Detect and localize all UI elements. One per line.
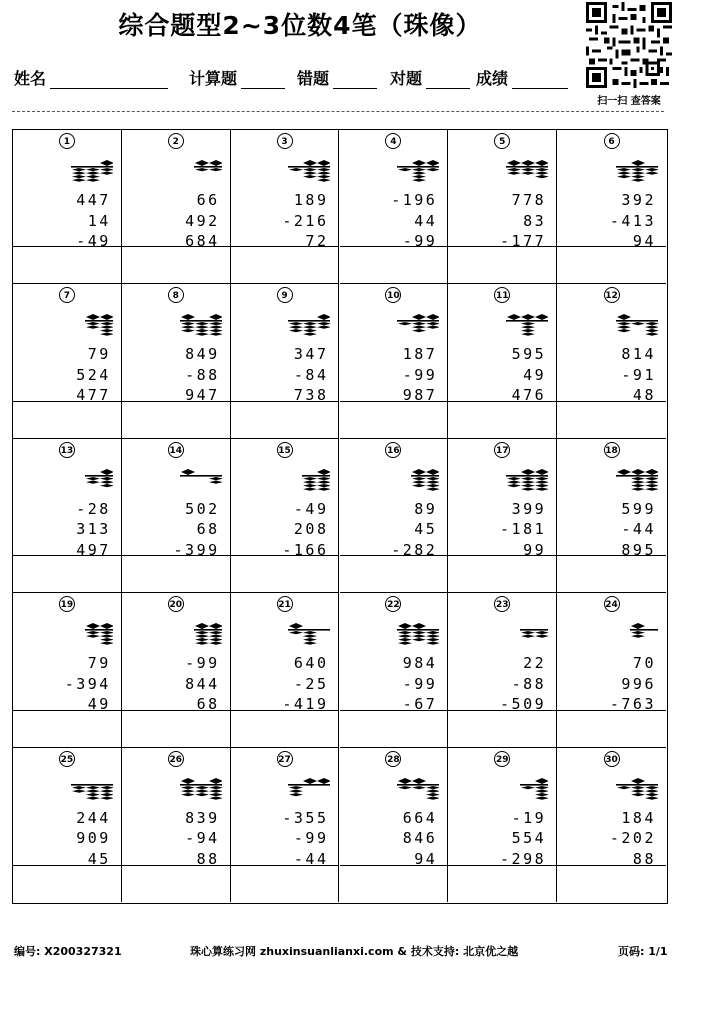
problem-number: 17 <box>494 442 510 458</box>
problem-values <box>185 653 220 715</box>
problem-cell <box>122 284 231 438</box>
answer-box[interactable] <box>231 555 339 592</box>
right-count-label: 对题 <box>390 69 423 88</box>
problem-values <box>610 653 656 715</box>
answer-box[interactable] <box>557 555 666 592</box>
problem-cell <box>557 284 666 438</box>
problem-number: 7 <box>59 287 75 303</box>
abacus-bead-image <box>568 314 658 336</box>
problem-values <box>282 653 328 715</box>
answer-box[interactable] <box>13 555 121 592</box>
problem-cell <box>448 439 557 593</box>
problem-value: -763 <box>609 695 656 714</box>
wrong-count-field <box>297 66 377 89</box>
problem-cell <box>448 593 557 747</box>
problem-value: -399 <box>173 540 220 559</box>
problem-value: -298 <box>500 849 547 868</box>
problem-cell <box>122 593 231 747</box>
problem-value: -413 <box>609 211 656 230</box>
abacus-bead-image <box>458 623 548 645</box>
abacus-bead-image <box>568 623 658 645</box>
problem-values <box>185 808 220 870</box>
problem-cell <box>13 130 122 284</box>
problem-value: 595 <box>511 345 547 364</box>
problem-cell <box>231 439 340 593</box>
problem-values <box>282 190 328 252</box>
problem-value: 554 <box>511 829 547 848</box>
problem-number: 11 <box>494 287 510 303</box>
problem-value: 477 <box>76 386 111 405</box>
problem-values <box>282 808 328 870</box>
problem-value: 987 <box>402 386 438 405</box>
answer-box[interactable] <box>448 401 556 438</box>
answer-box[interactable] <box>231 710 339 747</box>
problem-value: -196 <box>391 191 438 209</box>
abacus-bead-image <box>240 623 330 645</box>
problem-cell <box>13 284 122 438</box>
problem-value: -67 <box>402 695 438 714</box>
problem-value: 909 <box>76 829 111 848</box>
abacus-bead-image <box>23 314 113 336</box>
problem-value: -99 <box>402 674 438 693</box>
problem-value: 94 <box>632 232 656 250</box>
problem-value: 68 <box>196 695 220 714</box>
problem-values <box>621 344 656 406</box>
problem-cell <box>557 748 666 902</box>
problem-values <box>76 190 111 252</box>
answer-box[interactable] <box>13 401 121 438</box>
problem-value: 49 <box>87 695 111 714</box>
problem-cell <box>231 284 340 438</box>
name-blank[interactable] <box>50 70 168 89</box>
page-title: 综合题型2~3位数4笔（珠像） <box>118 11 482 40</box>
problem-value: 497 <box>76 540 111 559</box>
name-field <box>14 66 168 89</box>
problem-value: -216 <box>282 211 329 230</box>
answer-box[interactable] <box>557 246 666 283</box>
answer-box[interactable] <box>122 401 230 438</box>
problem-number: 4 <box>385 133 401 149</box>
problem-number: 10 <box>385 287 401 303</box>
abacus-bead-image <box>132 314 222 336</box>
problem-values <box>282 499 328 561</box>
problem-value: -88 <box>511 674 547 693</box>
problem-values <box>403 653 438 715</box>
calc-count-blank[interactable] <box>241 70 285 89</box>
problem-cell <box>448 748 557 902</box>
problem-value: 844 <box>185 674 220 693</box>
problem-value: -181 <box>500 520 547 539</box>
problem-value: 22 <box>523 654 547 673</box>
problem-value: 778 <box>511 191 547 209</box>
answer-box[interactable] <box>13 865 121 902</box>
problem-value: -419 <box>282 695 329 714</box>
answer-box[interactable] <box>557 865 666 902</box>
abacus-bead-image <box>349 314 439 336</box>
problem-value: -166 <box>282 540 329 559</box>
cut-line <box>12 111 664 112</box>
problem-number: 24 <box>604 596 620 612</box>
problem-value: -91 <box>621 365 656 384</box>
problem-value: 640 <box>293 654 329 673</box>
answer-box[interactable] <box>122 246 230 283</box>
problem-value: 895 <box>621 540 656 559</box>
problem-value: 44 <box>414 211 438 230</box>
problem-number: 30 <box>604 751 620 767</box>
problem-value: 399 <box>511 499 547 518</box>
abacus-bead-image <box>349 160 439 182</box>
problem-values <box>621 499 656 561</box>
problem-values <box>65 653 111 715</box>
answer-box[interactable] <box>122 555 230 592</box>
problem-value: 524 <box>76 365 111 384</box>
answer-box[interactable] <box>231 401 339 438</box>
problem-value: 476 <box>511 386 547 405</box>
problem-value: 984 <box>402 654 438 673</box>
problem-cell <box>340 439 449 593</box>
problem-value: 189 <box>293 191 329 209</box>
problem-cell <box>340 130 449 284</box>
abacus-bead-image <box>23 778 113 800</box>
problem-value: -44 <box>293 849 329 868</box>
problem-values <box>403 344 438 406</box>
problem-value: 66 <box>196 191 220 209</box>
problem-value: -202 <box>609 829 656 848</box>
problem-value: 684 <box>185 232 220 250</box>
score-field <box>476 66 568 89</box>
problem-cell <box>231 748 340 902</box>
problem-value: 14 <box>87 211 111 230</box>
abacus-bead-image <box>568 160 658 182</box>
answer-box[interactable] <box>13 246 121 283</box>
abacus-bead-image <box>240 160 330 182</box>
problem-value: -19 <box>511 808 547 827</box>
problem-value: 347 <box>293 345 329 364</box>
problem-value: 184 <box>621 808 656 827</box>
abacus-bead-image <box>132 623 222 645</box>
abacus-bead-image <box>458 314 548 336</box>
problem-value: 313 <box>76 520 111 539</box>
problem-value: -99 <box>402 232 438 250</box>
problem-value: -99 <box>402 365 438 384</box>
right-count-field <box>390 66 470 89</box>
problem-number: 23 <box>494 596 510 612</box>
problem-value: 83 <box>523 211 547 230</box>
problem-cell <box>557 593 666 747</box>
problem-value: -49 <box>76 232 111 250</box>
problem-number: 1 <box>59 133 75 149</box>
problem-values <box>391 499 437 561</box>
answer-box[interactable] <box>340 555 448 592</box>
problem-value: -355 <box>282 808 329 827</box>
problem-value: 814 <box>621 345 656 364</box>
abacus-bead-image <box>349 778 439 800</box>
wrong-count-label: 错题 <box>297 69 330 88</box>
abacus-bead-image <box>132 160 222 182</box>
qr-caption: 扫一扫 查答案 <box>597 96 661 107</box>
problem-value: 849 <box>185 345 220 364</box>
problem-value: -94 <box>185 829 220 848</box>
right-count-blank[interactable] <box>426 70 470 89</box>
abacus-bead-image <box>23 469 113 491</box>
problem-number: 26 <box>168 751 184 767</box>
answer-box[interactable] <box>340 865 448 902</box>
problem-number: 29 <box>494 751 510 767</box>
answer-box[interactable] <box>122 865 230 902</box>
problem-value: 392 <box>621 191 656 209</box>
problem-value: 996 <box>621 674 656 693</box>
problem-values <box>500 499 546 561</box>
abacus-bead-image <box>132 469 222 491</box>
abacus-bead-image <box>568 778 658 800</box>
problem-value: 244 <box>76 808 111 827</box>
problem-value: 79 <box>87 345 111 364</box>
problem-values <box>500 190 546 252</box>
abacus-bead-image <box>240 469 330 491</box>
problem-value: -394 <box>64 674 111 693</box>
student-info-row <box>14 66 584 92</box>
problem-value: -509 <box>500 695 547 714</box>
abacus-bead-image <box>458 778 548 800</box>
abacus-bead-image <box>349 623 439 645</box>
problem-cell <box>13 593 122 747</box>
problem-number: 8 <box>168 287 184 303</box>
answer-box[interactable] <box>340 401 448 438</box>
problem-cell <box>340 748 449 902</box>
problem-value: 447 <box>76 191 111 209</box>
problem-cell <box>231 130 340 284</box>
problem-values <box>294 344 329 406</box>
problem-value: 89 <box>414 499 438 518</box>
problem-values <box>500 653 546 715</box>
answer-box[interactable] <box>557 401 666 438</box>
problem-cell <box>122 439 231 593</box>
problem-values <box>512 344 547 406</box>
footer-code: 编号: X200327321 <box>14 945 122 958</box>
answer-box[interactable] <box>448 710 556 747</box>
problem-grid <box>12 129 668 904</box>
problem-value: 208 <box>293 520 329 539</box>
abacus-bead-image <box>132 778 222 800</box>
problem-value: 94 <box>414 849 438 868</box>
problem-number: 15 <box>277 442 293 458</box>
problem-number: 16 <box>385 442 401 458</box>
problem-cell <box>448 284 557 438</box>
problem-value: 72 <box>305 232 329 250</box>
problem-values <box>610 808 656 870</box>
problem-value: 45 <box>87 849 111 868</box>
problem-value: -49 <box>293 499 329 518</box>
problem-number: 25 <box>59 751 75 767</box>
answer-box[interactable] <box>340 710 448 747</box>
problem-number: 6 <box>604 133 620 149</box>
qr-code[interactable] <box>586 2 672 88</box>
problem-values <box>76 499 111 561</box>
problem-values <box>391 190 437 252</box>
abacus-bead-image <box>568 469 658 491</box>
problem-cell <box>340 593 449 747</box>
problem-cell <box>122 748 231 902</box>
problem-cell <box>13 748 122 902</box>
problem-value: 187 <box>402 345 438 364</box>
problem-value: 48 <box>632 386 656 405</box>
problem-value: -44 <box>621 520 656 539</box>
problem-value: 738 <box>293 386 329 405</box>
problem-value: 45 <box>414 520 438 539</box>
problem-values <box>185 344 220 406</box>
problem-cell <box>557 130 666 284</box>
problem-cell <box>340 284 449 438</box>
problem-number: 18 <box>604 442 620 458</box>
wrong-count-blank[interactable] <box>333 70 377 89</box>
problem-number: 2 <box>168 133 184 149</box>
problem-number: 9 <box>277 287 293 303</box>
problem-value: 664 <box>402 808 438 827</box>
problem-value: 502 <box>185 499 220 518</box>
problem-value: 70 <box>632 654 656 673</box>
problem-value: -25 <box>293 674 329 693</box>
problem-values <box>76 344 111 406</box>
problem-number: 13 <box>59 442 75 458</box>
abacus-bead-image <box>23 623 113 645</box>
answer-box[interactable] <box>448 865 556 902</box>
problem-number: 22 <box>385 596 401 612</box>
answer-box[interactable] <box>448 246 556 283</box>
problem-number: 19 <box>59 596 75 612</box>
problem-number: 20 <box>168 596 184 612</box>
problem-cell <box>231 593 340 747</box>
problem-value: -28 <box>76 499 111 518</box>
abacus-bead-image <box>240 778 330 800</box>
problem-value: 88 <box>632 849 656 868</box>
problem-value: -84 <box>293 365 329 384</box>
problem-number: 5 <box>494 133 510 149</box>
answer-box[interactable] <box>340 246 448 283</box>
footer-site: 珠心算练习网 zhuxinsuanlianxi.com & 技术支持: 北京优之越 <box>190 945 519 958</box>
problem-value: -99 <box>185 654 220 673</box>
problem-number: 28 <box>385 751 401 767</box>
abacus-bead-image <box>458 469 548 491</box>
problem-value: 599 <box>621 499 656 518</box>
calc-count-field <box>189 66 285 89</box>
problem-number: 14 <box>168 442 184 458</box>
abacus-bead-image <box>240 314 330 336</box>
problem-cell <box>13 439 122 593</box>
problem-cell <box>557 439 666 593</box>
abacus-bead-image <box>458 160 548 182</box>
problem-value: 49 <box>523 365 547 384</box>
problem-value: 68 <box>196 520 220 539</box>
problem-values <box>610 190 656 252</box>
abacus-bead-image <box>23 160 113 182</box>
problem-value: 839 <box>185 808 220 827</box>
answer-box[interactable] <box>231 246 339 283</box>
problem-values <box>185 190 220 252</box>
problem-values <box>403 808 438 870</box>
problem-value: -282 <box>391 540 438 559</box>
answer-box[interactable] <box>122 710 230 747</box>
answer-box[interactable] <box>448 555 556 592</box>
problem-value: 88 <box>196 849 220 868</box>
problem-values <box>500 808 546 870</box>
name-label: 姓名 <box>14 69 47 88</box>
problem-value: 846 <box>402 829 438 848</box>
problem-value: 99 <box>523 540 547 559</box>
problem-cell <box>448 130 557 284</box>
answer-box[interactable] <box>13 710 121 747</box>
problem-value: -99 <box>293 829 329 848</box>
answer-box[interactable] <box>231 865 339 902</box>
problem-value: -88 <box>185 365 220 384</box>
score-label: 成绩 <box>476 69 509 88</box>
problem-value: 79 <box>87 654 111 673</box>
problem-number: 27 <box>277 751 293 767</box>
abacus-bead-image <box>349 469 439 491</box>
problem-cell <box>122 130 231 284</box>
problem-value: -177 <box>500 232 547 250</box>
problem-number: 3 <box>277 133 293 149</box>
problem-number: 12 <box>604 287 620 303</box>
problem-values <box>76 808 111 870</box>
problem-value: 947 <box>185 386 220 405</box>
calc-count-label: 计算题 <box>189 69 238 88</box>
problem-number: 21 <box>277 596 293 612</box>
score-blank[interactable] <box>512 70 568 89</box>
footer-page: 页码: 1/1 <box>618 945 668 958</box>
problem-value: 492 <box>185 211 220 230</box>
problem-values <box>174 499 220 561</box>
answer-box[interactable] <box>557 710 666 747</box>
